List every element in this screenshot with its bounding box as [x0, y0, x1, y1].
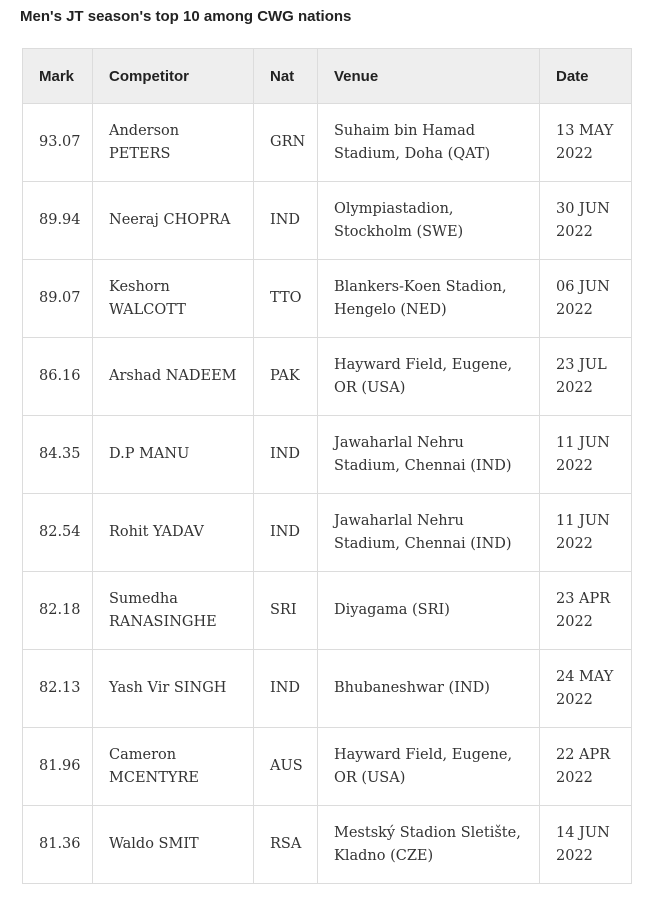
cell-date: 30 JUN 2022 — [540, 182, 632, 260]
cell-mark: 82.13 — [23, 650, 93, 728]
cell-date: 14 JUN 2022 — [540, 806, 632, 884]
cell-mark: 82.18 — [23, 572, 93, 650]
cell-venue: Hayward Field, Eugene, OR (USA) — [318, 728, 540, 806]
cell-venue: Blankers-Koen Stadion, Hengelo (NED) — [318, 260, 540, 338]
cell-competitor: Yash Vir SINGH — [93, 650, 254, 728]
cell-date: 23 JUL 2022 — [540, 338, 632, 416]
table-row — [23, 650, 632, 728]
cell-competitor: Neeraj CHOPRA — [93, 182, 254, 260]
results-table — [22, 48, 632, 884]
cell-nat: TTO — [254, 260, 318, 338]
table-row — [23, 416, 632, 494]
header-mark: Mark — [23, 49, 93, 104]
cell-mark: 82.54 — [23, 494, 93, 572]
cell-competitor: Keshorn WALCOTT — [93, 260, 254, 338]
cell-date: 22 APR 2022 — [540, 728, 632, 806]
cell-mark: 93.07 — [23, 104, 93, 182]
cell-competitor: Sumedha RANASINGHE — [93, 572, 254, 650]
cell-date: 23 APR 2022 — [540, 572, 632, 650]
cell-venue: Suhaim bin Hamad Stadium, Doha (QAT) — [318, 104, 540, 182]
cell-nat: GRN — [254, 104, 318, 182]
cell-nat: IND — [254, 494, 318, 572]
cell-mark: 89.07 — [23, 260, 93, 338]
table-row — [23, 728, 632, 806]
header-nat: Nat — [254, 49, 318, 104]
cell-nat: SRI — [254, 572, 318, 650]
table-row — [23, 494, 632, 572]
cell-competitor: Rohit YADAV — [93, 494, 254, 572]
cell-nat: PAK — [254, 338, 318, 416]
cell-nat: IND — [254, 182, 318, 260]
cell-venue: Olympiastadion, Stockholm (SWE) — [318, 182, 540, 260]
cell-date: 13 MAY 2022 — [540, 104, 632, 182]
cell-nat: IND — [254, 416, 318, 494]
cell-mark: 84.35 — [23, 416, 93, 494]
header-date: Date — [540, 49, 632, 104]
cell-date: 06 JUN 2022 — [540, 260, 632, 338]
table-row — [23, 104, 632, 182]
cell-venue: Bhubaneshwar (IND) — [318, 650, 540, 728]
table-row — [23, 182, 632, 260]
cell-venue: Diyagama (SRI) — [318, 572, 540, 650]
cell-date: 11 JUN 2022 — [540, 494, 632, 572]
cell-mark: 81.36 — [23, 806, 93, 884]
cell-date: 11 JUN 2022 — [540, 416, 632, 494]
header-venue: Venue — [318, 49, 540, 104]
header-row — [23, 49, 632, 104]
table-header — [23, 49, 632, 104]
cell-date: 24 MAY 2022 — [540, 650, 632, 728]
cell-nat: IND — [254, 650, 318, 728]
table-title: Men's JT season's top 10 among CWG nations — [20, 8, 352, 25]
table-row — [23, 260, 632, 338]
cell-mark: 86.16 — [23, 338, 93, 416]
table-body — [23, 104, 632, 884]
header-competitor: Competitor — [93, 49, 254, 104]
cell-competitor: Cameron MCENTYRE — [93, 728, 254, 806]
cell-mark: 89.94 — [23, 182, 93, 260]
cell-nat: RSA — [254, 806, 318, 884]
cell-mark: 81.96 — [23, 728, 93, 806]
cell-nat: AUS — [254, 728, 318, 806]
cell-competitor: Waldo SMIT — [93, 806, 254, 884]
table-row — [23, 338, 632, 416]
cell-venue: Hayward Field, Eugene, OR (USA) — [318, 338, 540, 416]
cell-venue: Jawaharlal Nehru Stadium, Chennai (IND) — [318, 416, 540, 494]
cell-venue: Mestský Stadion Sletište, Kladno (CZE) — [318, 806, 540, 884]
cell-competitor: Arshad NADEEM — [93, 338, 254, 416]
table-row — [23, 572, 632, 650]
cell-venue: Jawaharlal Nehru Stadium, Chennai (IND) — [318, 494, 540, 572]
cell-competitor: D.P MANU — [93, 416, 254, 494]
cell-competitor: Anderson PETERS — [93, 104, 254, 182]
table-row — [23, 806, 632, 884]
